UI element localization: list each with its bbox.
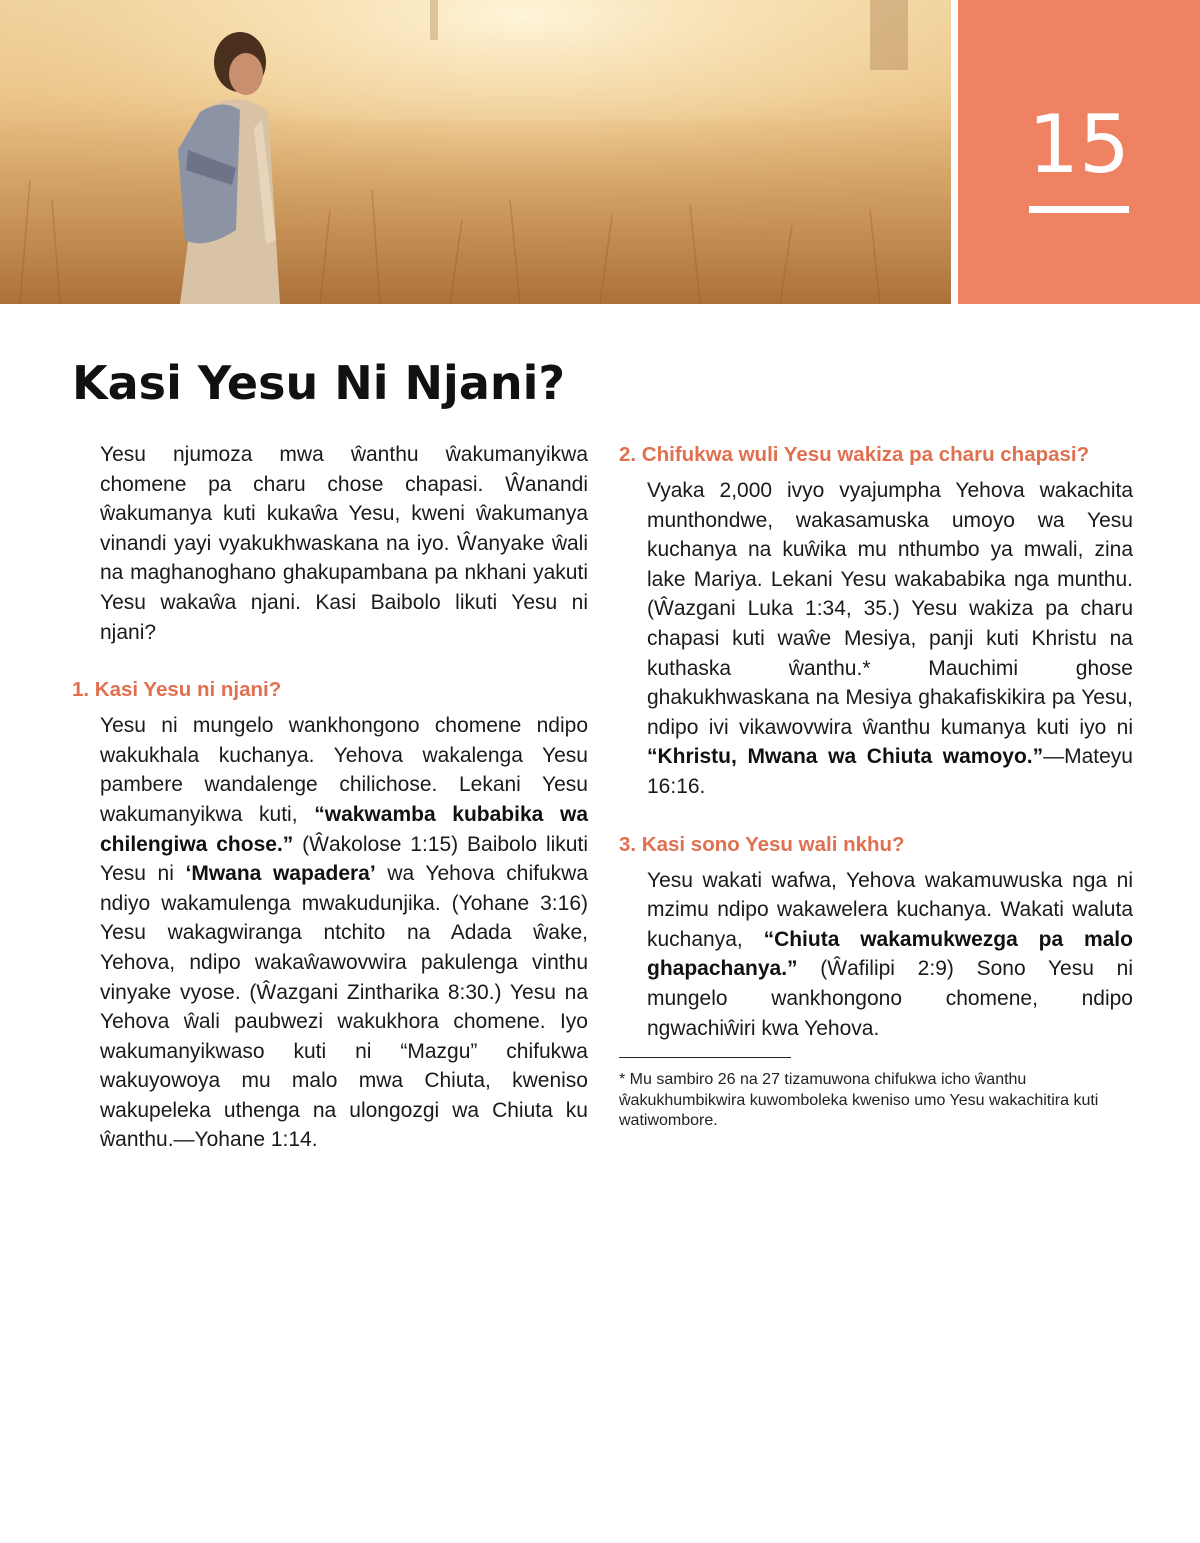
- emphasis-quote: “wakwamba kubabika wa chilengiwa chose.”: [100, 802, 588, 856]
- question-3-heading: 3. Kasi sono Yesu wali nkhu?: [619, 832, 905, 856]
- emphasis-quote: ‘Mwana wapadera’: [185, 862, 376, 886]
- left-column: [72, 440, 588, 1155]
- field-scene-illustration: [0, 0, 951, 304]
- answer-3-paragraph: [647, 866, 1133, 1044]
- question-2-heading: 2. Chifukwa wuli Yesu wakiza pa charu chapasi?: [619, 443, 1090, 466]
- chapter-underline: [1029, 206, 1129, 213]
- intro-paragraph: Yesu njumoza mwa ŵanthu ŵakumanyikwa chomene pa charu chose chapasi. Ŵanandi ŵakumanya kuti kukaŵa Yesu, kweni ŵakumanya vinandi yayi vyakukhwaskana na iyo. Ŵanyake ŵali na maghanoghano ghakupambana pa nkhani yakuti Yesu wakaŵa njani. Kasi Baibolo likuti Yesu ni njani?: [100, 443, 588, 644]
- right-column: [619, 440, 1133, 1132]
- footnote-divider: [619, 1057, 791, 1058]
- emphasis-quote: “Khristu, Mwana wa Chiuta wamoyo.”: [647, 745, 1044, 769]
- answer-2-paragraph: [647, 476, 1133, 802]
- body-text: (Ŵafilipi 2:9) Sono Yesu ni mungelo wankhongono chomene, ndipo ngwachiŵiri kwa Yehova.: [647, 957, 1133, 1040]
- body-text: Yesu wakati wafwa, Yehova wakamuwuska nga ni mzimu ndipo wakawelera kuchanya. Wakati waluta kuchanya,: [647, 868, 1133, 951]
- page-title: Kasi Yesu Ni Njani?: [72, 356, 566, 410]
- body-text: —Mateyu 16:16.: [647, 745, 1133, 798]
- body-text: (Ŵakolose 1:15) Baibolo likuti Yesu ni: [100, 832, 588, 886]
- hero-image: [0, 0, 951, 304]
- body-text: wa Yehova chifukwa ndiyo wakamulenga mwakudunjika. (Yohane 3:16) Yesu wakagwiranga ntchito na Adada ŵake, Yehova, ndipo wakaŵawovwira pakulenga vinthu vinyake vyose. (Ŵazgani Zintharika 8:30.) Yesu na Yehova ŵali paubwezi wakukhora chomene. Iyo wakumanyikwaso kuti ni “Mazgu” chifukwa wakuyowoya mu malo mwa Chiuta, kweniso wakupeleka uthenga na ulongozgi wa Chiuta ku ŵanthu.—Yohane 1:14.: [100, 862, 589, 1152]
- chapter-tab: [958, 0, 1200, 304]
- body-text: Vyaka 2,000 ivyo vyajumpha Yehova wakachita munthondwe, wakasamuska umoyo wa Yesu kuchanya na kuŵika mu nthumbo ya mwali, zina lake Mariya. Lekani Yesu wakababika nga munthu. (Ŵazgani Luka 1:34, 35.) Yesu wakiza pa charu chapasi kuti waŵe Mesiya, panji kuti Khristu na kuthaska ŵanthu.* Mauchimi ghose ghakukhwaskana na Mesiya ghakafiskikira pa Yesu, ndipo ivi vikawovwira ŵanthu kumanya kuti iyo ni: [647, 479, 1133, 739]
- answer-1-paragraph: [100, 711, 588, 1155]
- footnote: * Mu sambiro 26 na 27 tizamuwona chifukwa icho ŵanthu ŵakukhumbikwira kuwomboleka kweniso umo Yesu wakachitira kuti watiwombore.: [619, 1071, 1099, 1130]
- question-1-heading: 1. Kasi Yesu ni njani?: [72, 678, 282, 702]
- chapter-number: 15: [1028, 98, 1130, 191]
- body-text: Yesu ni mungelo wankhongono chomene ndipo wakukhala kuchanya. Yehova wakalenga Yesu pambere wandalenge chilichose. Lekani Yesu wakumanyikwa kuti,: [100, 714, 588, 826]
- emphasis-quote: “Chiuta wakamukwezga pa malo ghapachanya.”: [647, 927, 1133, 981]
